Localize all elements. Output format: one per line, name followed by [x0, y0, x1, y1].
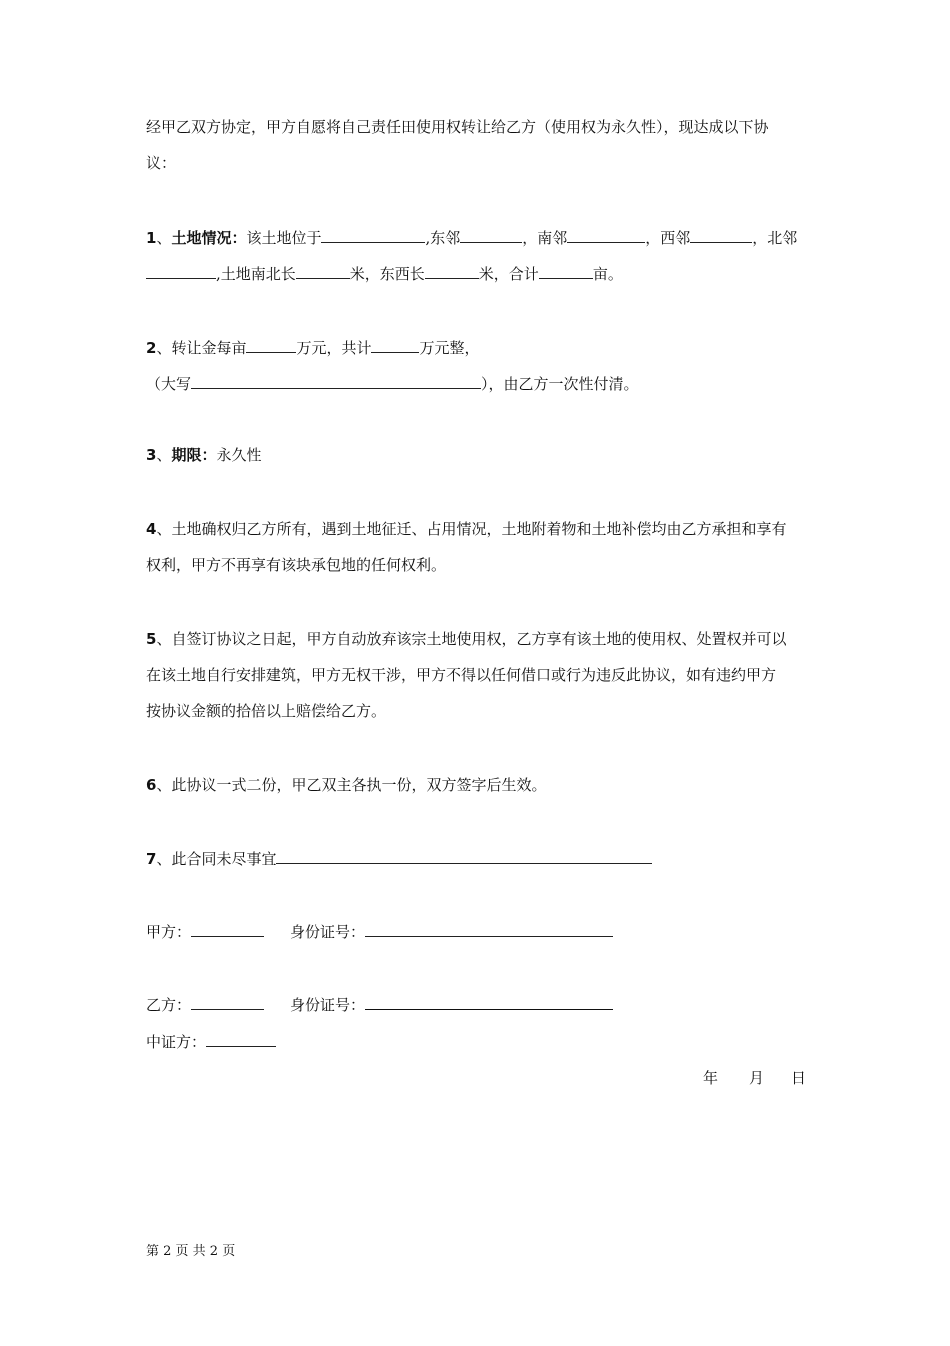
date-year: 年 [703, 1069, 719, 1087]
north-label: ，北邻 [752, 229, 798, 247]
clause-3-title: 期限： [171, 446, 217, 464]
clause-6-number: 6 [146, 776, 157, 794]
price-per-mu-label: 、转让金每亩 [156, 339, 247, 357]
date-month: 月 [749, 1069, 765, 1087]
ew-length-blank[interactable] [425, 263, 479, 279]
clause-5-line-1 [146, 629, 786, 649]
location-blank[interactable] [321, 227, 425, 243]
price-per-mu-blank[interactable] [246, 337, 296, 353]
notary-row [146, 1031, 276, 1052]
date-day: 日 [791, 1069, 807, 1087]
party-b-id-label: 身份证号： [290, 996, 366, 1014]
intro-line-1: 经甲乙双方协定，甲方自愿将自己责任田使用权转让给乙方（使用权为永久性），现达成以下协 [146, 118, 769, 136]
clause-1-location-label: 该土地位于 [246, 229, 322, 247]
other-matters-blank[interactable] [276, 848, 652, 864]
party-b-label: 乙方： [146, 996, 192, 1014]
page-footer: 第 2 页 共 2 页 [146, 1244, 236, 1259]
west-blank[interactable] [690, 227, 752, 243]
mu-unit: 亩。 [592, 265, 623, 283]
clause-6-text: 、此协议一式二份，甲乙双主各执一份，双方签字后生效。 [156, 776, 547, 794]
clause-2-number: 2 [146, 339, 157, 357]
clause-3-number: 3 [146, 446, 157, 464]
clause-1-line-2 [146, 263, 623, 284]
party-a-row [146, 921, 613, 942]
clause-1-number: 1 [146, 229, 157, 247]
clause-5-line-3: 按协议金额的拾倍以上赔偿给乙方。 [146, 702, 387, 720]
total-price-blank[interactable] [371, 337, 419, 353]
ns-length-blank[interactable] [296, 263, 350, 279]
clause-7-text: 、此合同未尽事宜 [156, 850, 277, 868]
clause-4-number: 4 [146, 520, 157, 538]
party-a-id-label: 身份证号： [290, 923, 366, 941]
ns-length-label: ,土地南北长 [216, 265, 296, 283]
north-blank[interactable] [146, 263, 216, 279]
clause-6 [146, 775, 546, 795]
total-price-unit: 万元整， [419, 339, 480, 357]
clause-3-separator: 、 [156, 446, 172, 464]
clause-3 [146, 445, 261, 465]
clause-3-text: 永久性 [216, 446, 262, 464]
west-label: ，西邻 [645, 229, 691, 247]
notary-label: 中证方： [146, 1033, 207, 1051]
party-b-id-blank[interactable] [365, 994, 613, 1010]
total-label: 米，合计 [478, 265, 539, 283]
party-b-row [146, 994, 613, 1015]
clause-2-line-2 [146, 373, 639, 394]
total-mu-blank[interactable] [539, 263, 593, 279]
notary-signature-blank[interactable] [206, 1031, 276, 1047]
total-price-label: 万元，共计 [296, 339, 372, 357]
clause-7-number: 7 [146, 850, 157, 868]
east-label: ,东邻 [425, 229, 461, 247]
clause-1-line-1 [146, 227, 797, 248]
clause-4-line-2: 权利，甲方不再享有该块承包地的任何权利。 [146, 556, 447, 574]
south-label: ，南邻 [522, 229, 568, 247]
clause-7 [146, 848, 652, 869]
party-b-signature-blank[interactable] [191, 994, 264, 1010]
east-blank[interactable] [460, 227, 522, 243]
clause-5-line-2: 在该土地自行安排建筑，甲方无权干涉，甲方不得以任何借口或行为违反此协议，如有违约甲方 [146, 666, 777, 684]
payment-terms: ），由乙方一次性付清。 [481, 375, 639, 393]
party-a-signature-blank[interactable] [191, 921, 264, 937]
capital-amount-blank[interactable] [191, 373, 481, 389]
clause-1-title: 土地情况： [171, 229, 247, 247]
clause-4-text-1: 、土地确权归乙方所有，遇到土地征迁、占用情况，土地附着物和土地补偿均由乙方承担和享有 [156, 520, 787, 538]
ew-length-label: 米，东西长 [349, 265, 425, 283]
clause-1-separator: 、 [156, 229, 172, 247]
intro-line-2: 议： [146, 154, 177, 172]
capital-label: （大写 [146, 375, 192, 393]
party-a-id-blank[interactable] [365, 921, 613, 937]
clause-5-text-1: 、自签订协议之日起，甲方自动放弃该宗土地使用权，乙方享有该土地的使用权、处置权并可以 [156, 630, 787, 648]
south-blank[interactable] [567, 227, 645, 243]
clause-4-line-1 [146, 519, 786, 539]
clause-2-line-1 [146, 337, 479, 358]
clause-5-number: 5 [146, 630, 157, 648]
party-a-label: 甲方： [146, 923, 192, 941]
